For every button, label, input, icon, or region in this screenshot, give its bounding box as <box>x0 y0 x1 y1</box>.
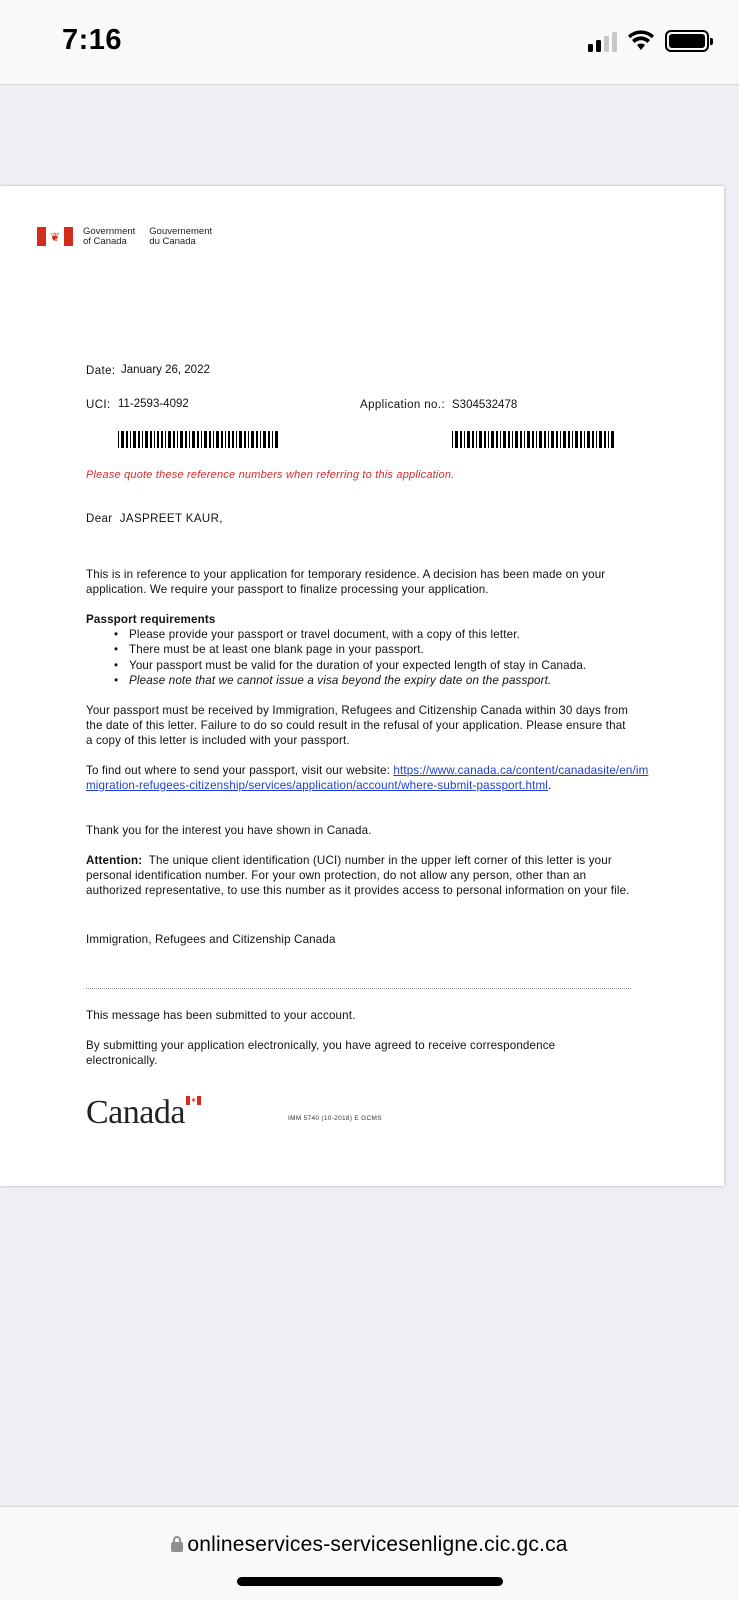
divider <box>86 988 631 989</box>
attention-label: Attention: <box>86 854 143 867</box>
uci-label: UCI: <box>86 399 111 411</box>
electronic-paragraph: By submitting your application electronically, you have agreed to receive correspondence electronically. <box>86 1039 556 1068</box>
canada-wordmark: Canada <box>86 1094 185 1131</box>
application-barcode <box>452 431 616 448</box>
bullet-item: • Please provide your passport or travel document, with a copy of this letter. <box>114 627 646 642</box>
wordmark-flag-icon: ❦ <box>186 1096 201 1105</box>
gov-name-fr: Gouvernement du Canada <box>149 226 213 247</box>
status-time: 7:16 <box>62 24 123 56</box>
browser-address-bar[interactable] <box>0 1506 739 1600</box>
government-of-canada-logo <box>37 227 212 247</box>
uci-value: 11-2593-4092 <box>118 398 189 410</box>
uci-barcode <box>118 431 280 448</box>
bullet-item: • Your passport must be valid for the duration of your expected length of stay in Canada. <box>114 658 646 673</box>
website-paragraph: To find out where to send your passport, visit our website: https://www.canada.ca/content/canadasite/en/immigration-refugees-citizenship/services/application/account/where-submit-passport.html. <box>86 764 649 793</box>
url-display[interactable] <box>0 1533 739 1557</box>
where-submit-passport-link[interactable]: https://www.canada.ca/content/canadasite/en/immigration-refugees-citizenship/services/application/account/where-submit-passport.html <box>86 764 649 793</box>
bullet-item: • Please note that we cannot issue a visa beyond the expiry date on the passport. <box>114 673 646 688</box>
submitted-line: This message has been submitted to your account. <box>86 1009 356 1022</box>
passport-requirements <box>86 612 646 688</box>
date-label: Date: <box>86 365 116 377</box>
received-paragraph: Your passport must be received by Immigration, Refugees and Citizenship Canada within 30 days from the date of this letter. Failure to do so could result in the refusal of your application. Please ensure that a copy of this letter is included with your passport. <box>86 704 629 748</box>
thanks-line: Thank you for the interest you have shown in Canada. <box>86 824 372 837</box>
document-viewer[interactable] <box>0 85 739 1506</box>
bullet-item: • There must be at least one blank page in your passport. <box>114 642 646 657</box>
wifi-icon <box>627 30 655 52</box>
letter-page <box>0 186 724 1186</box>
passport-heading: Passport requirements <box>86 613 216 626</box>
url-text: onlineservices-servicesenligne.cic.gc.ca <box>187 1533 568 1556</box>
intro-paragraph: This is in reference to your application for temporary residence. A decision has been made on your application. We require your passport to finalize processing your application. <box>86 568 606 597</box>
date-value: January 26, 2022 <box>121 364 210 376</box>
home-indicator[interactable] <box>237 1577 503 1586</box>
attention-paragraph: Attention: The unique client identification (UCI) number in the upper left corner of this letter is your personal identification number. For your own protection, do not allow any person, other than an authorized representative, to use this number as it provides access to personal information on your file. <box>86 854 630 898</box>
application-no-label: Application no.: <box>360 399 446 411</box>
canada-flag-icon: ❦ <box>37 227 73 246</box>
form-code: IMM 5740 (10-2018) E GCMS <box>288 1115 382 1122</box>
lock-icon <box>171 1536 183 1552</box>
reference-note: Please quote these reference numbers when referring to this application. <box>86 469 455 481</box>
signature-line: Immigration, Refugees and Citizenship Canada <box>86 933 336 946</box>
application-no-value: S304532478 <box>452 399 518 411</box>
cellular-signal-icon <box>588 30 617 52</box>
status-bar <box>0 0 739 85</box>
applicant-name: JASPREET KAUR, <box>119 513 223 525</box>
salutation: Dear JASPREET KAUR, <box>86 513 223 525</box>
battery-icon <box>665 30 709 52</box>
status-icons <box>588 30 709 52</box>
gov-name-en: Government of Canada <box>83 226 136 247</box>
